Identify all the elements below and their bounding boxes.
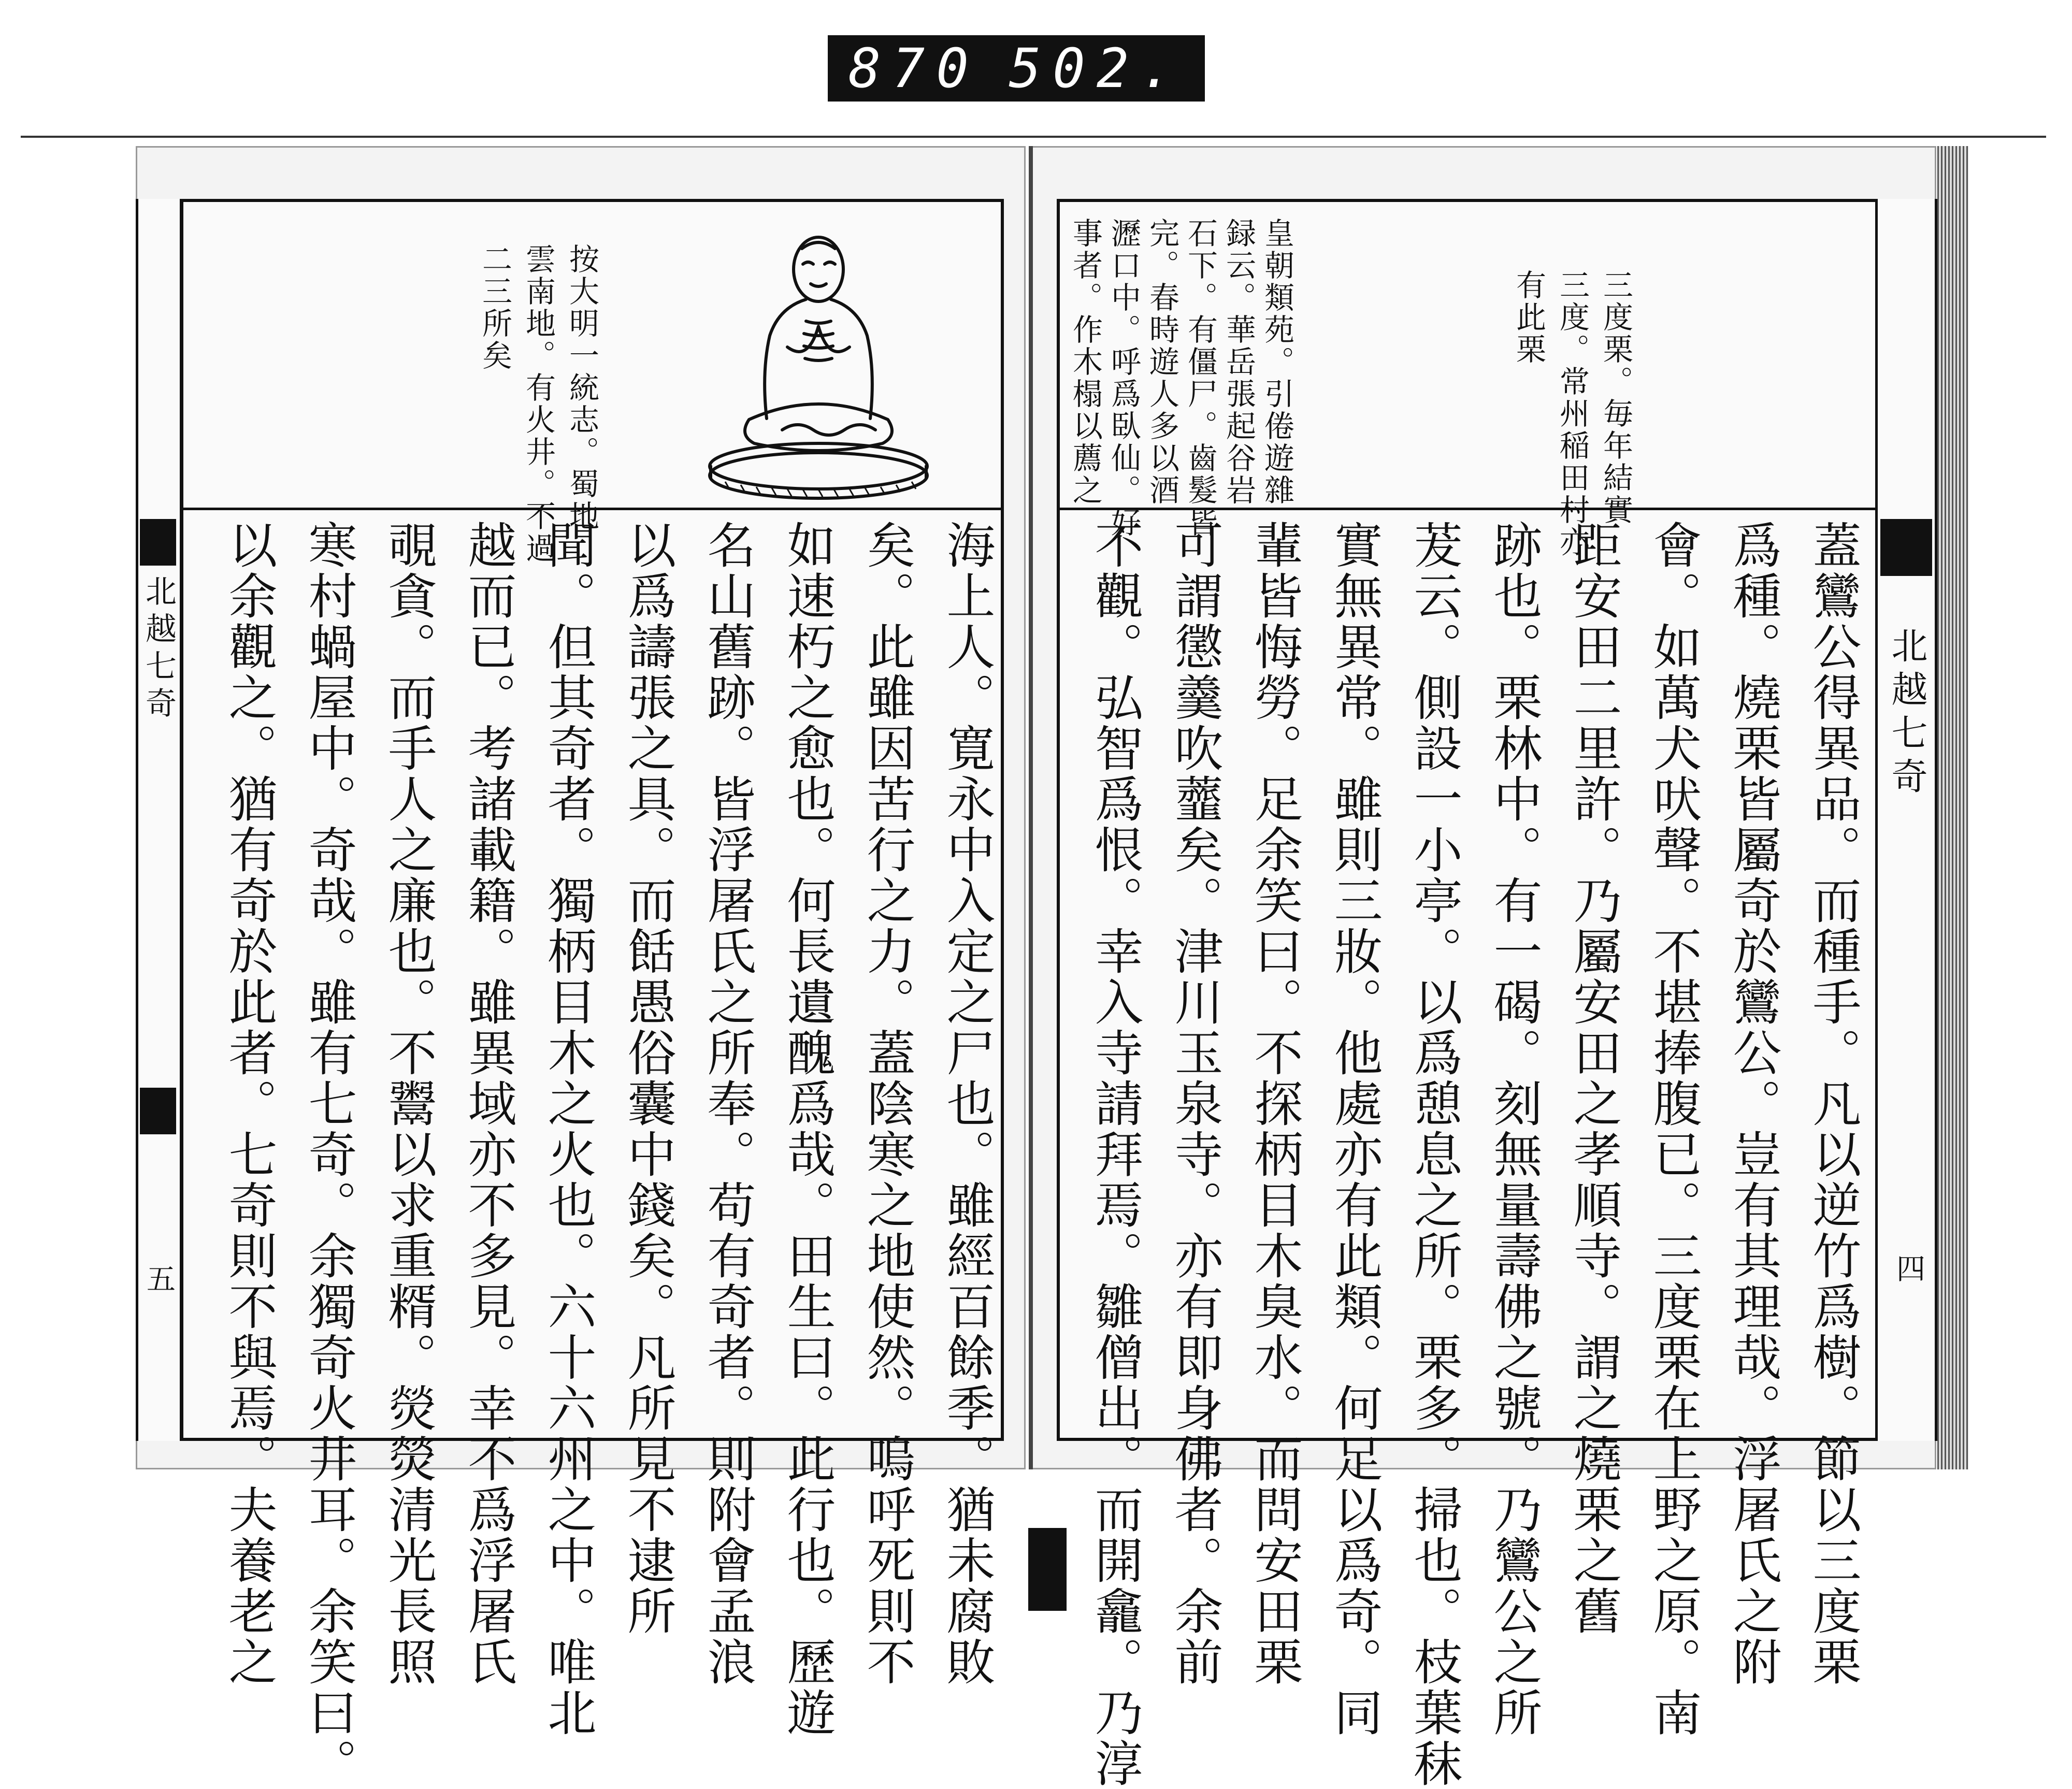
left-main-column-6: 聞。但其奇者。獨柄目木之火也。六十六州之中。唯北 bbox=[539, 520, 596, 1738]
right-main-column-3: 會。如萬犬吠聲。不堪捧腹已。三度栗在上野之原。南 bbox=[1645, 520, 1701, 1738]
book-gutter bbox=[1029, 146, 1033, 1469]
binding-tab bbox=[1028, 1528, 1067, 1611]
left-main-column-5: 以爲譸張之具。而餂愚俗囊中錢矣。凡所見不逮所 bbox=[619, 520, 675, 1637]
left-note-column-1: 按大明一統志。蜀地 bbox=[564, 243, 599, 532]
left-note-column-3: 二三所矣 bbox=[477, 243, 512, 372]
right-spine-title: 北越七奇 bbox=[1886, 627, 1928, 801]
call-number-label bbox=[828, 35, 1205, 102]
left-spine-title: 北越七奇 bbox=[140, 575, 177, 724]
right-note-column-6: 石下。有僵尸。齒髮皆 bbox=[1183, 218, 1218, 539]
right-note-column-7: 完。春時遊人多以酒 bbox=[1144, 218, 1179, 507]
right-note-column-4: 皇朝類苑。引倦遊雜 bbox=[1259, 218, 1294, 507]
right-note-column-2: 三度。常州稲田村亦 bbox=[1555, 269, 1590, 558]
right-main-column-9: 可謂懲羹吹虀矣。津川玉泉寺。亦有即身佛者。余前 bbox=[1166, 520, 1222, 1687]
right-main-column-4: 距安田二里許。乃屬安田之孝順寺。謂之燒栗之舊 bbox=[1565, 520, 1621, 1637]
left-main-column-7: 越而已。考諸載籍。雖異域亦不多見。幸不爲浮屠氏 bbox=[459, 520, 516, 1687]
right-main-column-7: 實無異常。雖則三妝。他處亦有此類。何足以爲奇。同 bbox=[1326, 520, 1382, 1738]
left-main-column-9: 寒村蝸屋中。奇哉。雖有七奇。余獨奇火井耳。余笑曰。 bbox=[300, 520, 356, 1789]
right-folio: 四 bbox=[1892, 1253, 1925, 1282]
call-number-left: 870 bbox=[848, 37, 980, 100]
right-main-column-2: 爲種。燒栗皆屬奇於鸞公。豈有其理哉。浮屠氏之附 bbox=[1724, 520, 1781, 1687]
left-fishtail-top bbox=[140, 519, 176, 566]
right-note-column-5: 録云。華岳張起谷岩 bbox=[1221, 218, 1256, 507]
right-note-column-9: 事者。作木榻以薦之 bbox=[1068, 218, 1103, 507]
right-main-column-6: 茇云。側設一小亭。以爲憩息之所。栗多。掃也。枝葉秣 bbox=[1405, 520, 1462, 1789]
right-note-column-3: 有此栗 bbox=[1511, 269, 1546, 366]
seated-figure-illustration bbox=[704, 223, 932, 502]
left-main-column-4: 名山舊跡。皆浮屠氏之所奉。苟有奇者。則附會孟浪 bbox=[699, 520, 755, 1687]
left-main-column-2: 矣。此雖因苦行之力。蓋陰寒之地使然。嗚呼死則不 bbox=[858, 520, 915, 1687]
left-hanshin bbox=[136, 199, 182, 1441]
right-main-column-1: 蓋鸞公得異品。而種手。凡以逆竹爲樹。節以三度栗 bbox=[1804, 520, 1861, 1687]
right-note-column-8: 瀝口中。呼爲臥仙。好 bbox=[1106, 218, 1141, 539]
right-main-column-8: 輩皆悔勞。足余笑曰。不探柄目木臭水。而問安田栗 bbox=[1246, 520, 1302, 1687]
left-note-column-2: 雲南地。有火井。不過 bbox=[521, 243, 556, 565]
call-number-right: 502. bbox=[1009, 37, 1184, 100]
left-main-column-8: 覗貪。而手人之廉也。不鬻以求重糈。熒熒清光長照 bbox=[380, 520, 436, 1687]
left-fishtail-bottom bbox=[140, 1088, 176, 1134]
page-edges bbox=[1937, 146, 1968, 1469]
right-note-column-1: 三度栗。毎年結實 bbox=[1598, 269, 1633, 526]
left-main-column-10: 以余觀之。猶有奇於此者。七奇則不與焉。夫養老之 bbox=[220, 520, 277, 1687]
right-fishtail-top bbox=[1880, 519, 1932, 576]
right-main-column-5: 跡也。栗林中。有一碣。刻無量壽佛之號。乃鸞公之所 bbox=[1485, 520, 1542, 1738]
left-main-column-3: 如速朽之愈也。何長遺醜爲哉。田生曰。此行也。歷遊 bbox=[779, 520, 835, 1738]
scan-edge-line bbox=[21, 136, 2046, 138]
left-main-column-1: 海上人。寛永中入定之尸也。雖經百餘季。猶未腐敗 bbox=[938, 520, 995, 1687]
right-main-column-10: 不觀。弘智爲恨。幸入寺請拜焉。雛僧出。而開龕。乃淳 bbox=[1086, 520, 1143, 1789]
left-folio: 五 bbox=[142, 1264, 176, 1293]
